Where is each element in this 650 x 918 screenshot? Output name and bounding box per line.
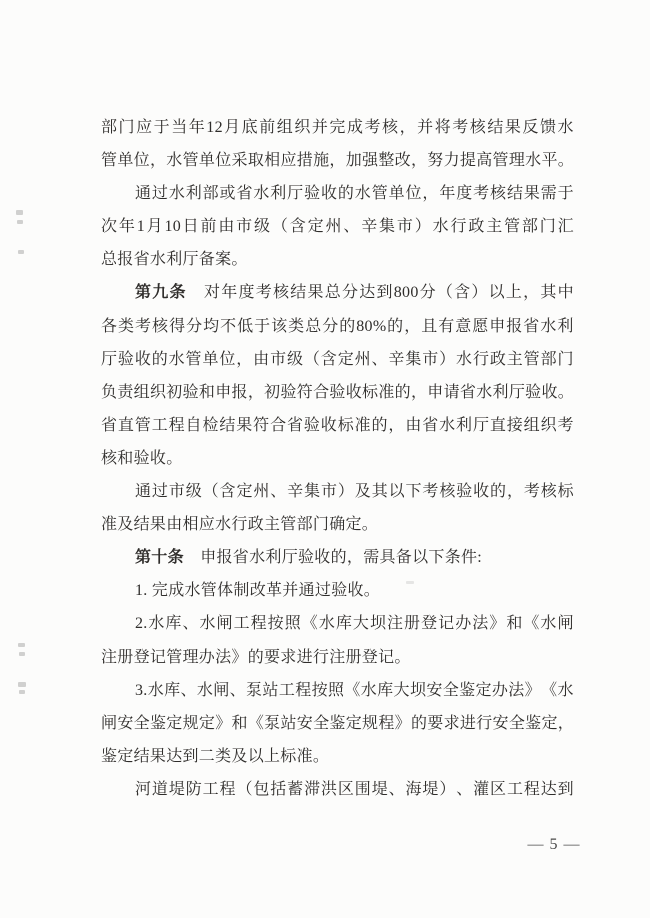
- document-body: [101, 111, 574, 806]
- scan-artifact-speck: [18, 682, 26, 687]
- scan-artifact-speck: [19, 652, 25, 656]
- text-line: [101, 740, 574, 773]
- article-number-bold: 第十条: [135, 549, 184, 567]
- text-run: 注册登记管理办法》的要求进行注册登记。: [101, 648, 411, 666]
- scan-artifact-speck: [16, 210, 23, 215]
- text-line: 2. 水 库 、 水 闸 工 程 按 照 《 水 库 大 坝 注 册 登 记 办 法 》 和 《 水 闸: [135, 615, 574, 633]
- text-line: 省 直 管 工 程 自 检 结 果 符 合 省 验 收 标 准 的 ， 由 省 水 利 厅 直 接 组 织 考: [101, 416, 574, 434]
- text-run: 准及结果由相应水行政主管部门确定。: [101, 516, 379, 534]
- text-run: 核和验收。: [101, 449, 183, 467]
- text-line: 河 道 堤 防 工 程 （ 包 括 蓄 滞 洪 区 围 堤 、 海 堤 ） 、 灌 区 工 程 达 到: [135, 780, 574, 798]
- text-run: 1. 完成水管体制改革并通过验收。: [135, 582, 381, 600]
- page-number: — 5 —: [527, 836, 581, 853]
- text-line: [101, 574, 574, 607]
- scan-artifact-speck: [17, 220, 23, 224]
- text-line: 3. 水 库 、 水 闸 、 泵 站 工 程 按 照 《 水 库 大 坝 安 全 鉴 定 办 法 》 《 水: [135, 681, 574, 699]
- text-line: 通 过 市 级 （ 含 定 州 、 辛 集 市 ） 及 其 以 下 考 核 验 收 的 ， 考 核 标: [135, 483, 574, 501]
- text-line: [101, 641, 574, 674]
- text-run: 申报省水利厅验收的，需具备以下条件:: [183, 549, 483, 567]
- scan-artifact-speck: [18, 250, 24, 254]
- scan-artifact-speck: [18, 643, 25, 647]
- text-line: [101, 541, 574, 574]
- text-line: 第 九 条 对 年 度 考 核 结 果 总 分 达 到 800 分 （ 含 ） 以 上 ， 其 中: [135, 284, 574, 302]
- text-line: 负 责 组 织 初 验 和 申 报 ， 初 验 符 合 验 收 标 准 的 ， 申 请 省 水 利 厅 验 收 。: [101, 383, 575, 401]
- text-line: 通 过 水 利 部 或 省 水 利 厅 验 收 的 水 管 单 位 ， 年 度 考 核 结 果 需 于: [135, 185, 574, 203]
- scan-artifact-speck: [19, 690, 25, 694]
- text-run: 鉴定结果达到二类及以上标准。: [101, 747, 330, 765]
- text-line: 闸 安 全 鉴 定 规 定 》 和 《 泵 站 安 全 鉴 定 规 程 》 的 要 求 进 行 安 全 鉴 定 ，: [101, 714, 575, 732]
- text-line: 各 类 考 核 得 分 均 不 低 于 该 类 总 分 的 80% 的 ， 且 有 意 愿 申 报 省 水 利: [101, 317, 574, 335]
- text-line: [101, 442, 574, 475]
- text-line: [101, 508, 574, 541]
- text-line: 厅 验 收 的 水 管 单 位 ， 由 市 级 （ 含 定 州 、 辛 集 市 ） 水 行 政 主 管 部 门: [101, 350, 574, 368]
- text-line: 管 单 位 ， 水 管 单 位 采 取 相 应 措 施 ， 加 强 整 改 ， 努 力 提 高 管 理 水 平 。: [101, 152, 575, 170]
- text-run: 总报省水利厅备案。: [101, 251, 248, 269]
- text-line: 次 年 1 月 10 日 前 由 市 级 （ 含 定 州 、 辛 集 市 ） 水 行 政 主 管 部 门 汇: [101, 218, 574, 236]
- text-line: 部 门 应 于 当 年 12 月 底 前 组 织 并 完 成 考 核 ， 并 将 考 核 结 果 反 馈 水: [101, 119, 574, 136]
- text-line: [101, 243, 574, 276]
